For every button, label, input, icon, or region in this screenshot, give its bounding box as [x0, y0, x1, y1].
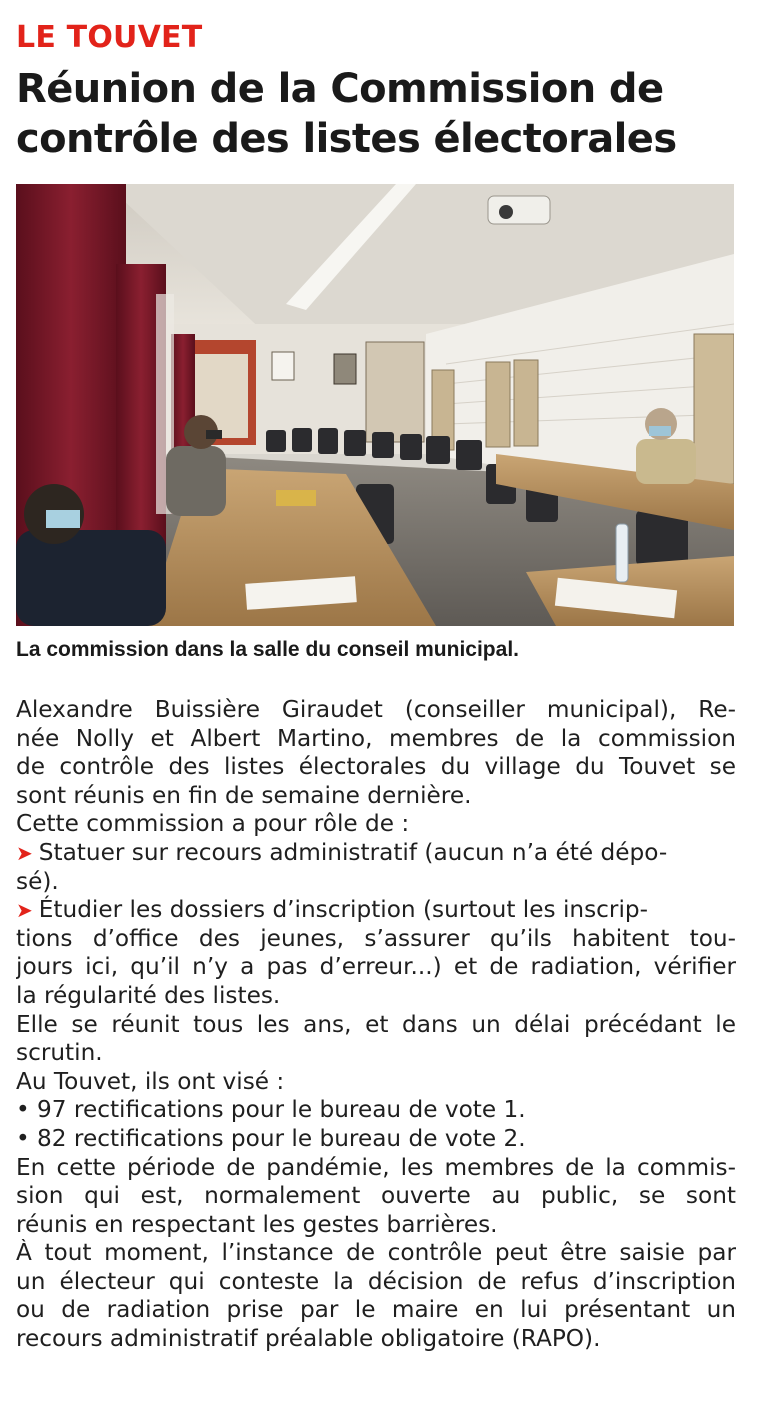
body-line: sé). [16, 867, 59, 895]
arrow-bullet-icon: ➤ [16, 898, 33, 923]
article-photo [16, 184, 734, 626]
body-line: scrutin. [16, 1039, 103, 1067]
bullet-line [16, 896, 736, 925]
article-body [16, 696, 736, 1354]
body-line: À tout moment, l’instance de contrôle peut être saisie par [16, 1239, 736, 1267]
headline [16, 64, 736, 164]
body-line: Alexandre Buissière Giraudet (conseiller municipal), Re- [16, 696, 736, 723]
body-line: Cette commission a pour rôle de : [16, 810, 410, 838]
section-kicker: LE TOUVET [16, 20, 203, 55]
headline-line-1: Réunion de la Commission de [16, 66, 664, 112]
body-line: ou de radiation prise par le maire en lui présentant un [16, 1296, 736, 1324]
bullet-line [16, 839, 736, 868]
body-line: née Nolly et Albert Martino, membres de la commission [16, 724, 736, 752]
body-line: jours ici, qu’il n’y a pas d’erreur...) et de radiation, vérifier [16, 953, 736, 981]
body-line: sion qui est, normalement ouverte au public, se sont [16, 1182, 736, 1210]
body-line: recours administratif préalable obligatoire (RAPO). [16, 1325, 601, 1353]
photo-caption: La commission dans la salle du conseil municipal. [16, 638, 519, 661]
body-line: un électeur qui conteste la décision de refus d’inscription [16, 1267, 736, 1295]
body-line: En cette période de pandémie, les membres de la commis- [16, 1153, 736, 1181]
body-line: Étudier les dossiers d’inscription (surtout les inscrip- [38, 896, 648, 924]
body-line: réunis en respectant les gestes barrières. [16, 1210, 498, 1238]
body-line: Statuer sur recours administratif (aucun n’a été dépo- [38, 838, 668, 866]
body-line: tions d’office des jeunes, s’assurer qu’ils habitent tou- [16, 924, 736, 952]
body-line: Elle se réunit tous les ans, et dans un délai précédant le [16, 1010, 736, 1038]
arrow-bullet-icon: ➤ [16, 840, 33, 865]
body-line: • 82 rectifications pour le bureau de vote 2. [16, 1124, 526, 1152]
body-line: de contrôle des listes électorales du village du Touvet se [16, 753, 736, 781]
headline-line-2: contrôle des listes électorales [16, 116, 677, 162]
body-line: Au Touvet, ils ont visé : [16, 1067, 285, 1095]
body-line: la régularité des listes. [16, 981, 281, 1009]
body-line: sont réunis en fin de semaine dernière. [16, 781, 472, 809]
body-line: • 97 rectifications pour le bureau de vote 1. [16, 1096, 526, 1124]
